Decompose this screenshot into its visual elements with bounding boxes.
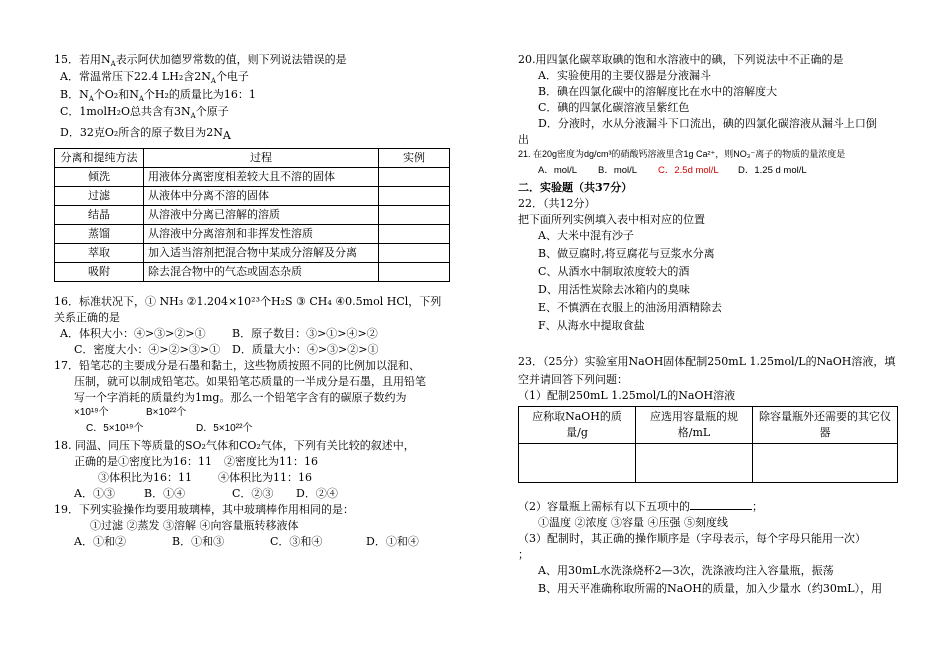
table-row xyxy=(55,206,450,225)
q19-line-2: ①过滤 ②蒸发 ③溶解 ④向容量瓶转移液体 xyxy=(90,519,299,533)
table-header-cell: 应称取NaOH的质量/g xyxy=(519,407,636,444)
q17-line-2: 压制，就可以制成铅笔芯。如果铅笔芯质量的一半成分是石墨，且用铅笔 xyxy=(74,375,426,389)
q22-item: A、大米中混有沙子 xyxy=(538,229,634,242)
table-header-cell: 应选用容量瓶的规格/mL xyxy=(636,407,753,444)
q18-option-d: D．②④ xyxy=(296,487,338,501)
q22-item: E、不慎洒在衣服上的油汤用酒精除去 xyxy=(538,301,723,314)
question-21 xyxy=(518,148,898,180)
q16-options-ab xyxy=(54,326,450,342)
table-row xyxy=(55,168,450,187)
q22-item: F、从海水中提取食盐 xyxy=(538,319,645,332)
table-cell-example[interactable] xyxy=(379,263,450,282)
q21-stem: 21. 在20g密度为dg/cm³的硝酸钙溶液里含1g Ca²⁺，则NO₃⁻离子的物质的量浓度是 xyxy=(518,149,846,159)
q22-item: B、做豆腐时,将豆腐花与豆浆水分离 xyxy=(538,247,715,260)
q18-statement-2: ②密度比为11：16 xyxy=(224,455,318,469)
question-23 xyxy=(518,354,898,597)
q15-option-d: D．32克O₂所含的原子数目为$2N_A$ xyxy=(60,126,231,143)
q17-option-b: B×10²²个 xyxy=(146,407,187,419)
table-cell: 从溶液中分离溶剂和非挥发性溶质 xyxy=(144,225,379,244)
table-header-cell: 分离和提纯方法 xyxy=(55,149,144,168)
q20-option-a: A．实验使用的主要仪器是分液漏斗 xyxy=(538,69,711,82)
q19-options xyxy=(54,534,450,550)
table-cell-example[interactable] xyxy=(379,168,450,187)
q18-statement-3: ③体积比为16：11 xyxy=(98,471,192,485)
table-header-row xyxy=(55,149,450,168)
table-header-cell: 除容量瓶外还需要的其它仪器 xyxy=(753,407,898,444)
question-20 xyxy=(518,52,898,148)
table-cell: 加入适当溶剂把混合物中某成分溶解及分离 xyxy=(144,244,379,263)
q19-option-c: C．③和④ xyxy=(270,535,323,549)
q21-option-b: B．mol/L xyxy=(598,165,638,176)
table-cell-example[interactable] xyxy=(379,206,450,225)
q18-statement-1: 正确的是①密度比为16：11 xyxy=(74,455,212,469)
q23-line-2: 空并请回答下列问题： xyxy=(518,373,628,386)
table-cell: 过滤 xyxy=(55,187,144,206)
q18-option-b: B．①④ xyxy=(144,487,186,501)
table-cell-example[interactable] xyxy=(379,187,450,206)
q21-option-a: A．mol/L xyxy=(538,165,578,176)
q22-stem: 22．（共12分） xyxy=(518,197,596,210)
q17-option-a: ×10¹⁹个 xyxy=(74,407,109,419)
table-cell: 从液体中分离不溶的固体 xyxy=(144,187,379,206)
q16-option-a: A．体积大小：④>③>②>① xyxy=(60,327,206,341)
question-22 xyxy=(518,196,898,336)
table-row xyxy=(55,225,450,244)
q22-instruction: 把下面所列实例填入表中相对应的位置 xyxy=(518,213,705,226)
table-cell: 用液体分离密度相差较大且不溶的固体 xyxy=(144,168,379,187)
q17-line-1: 17．铅笔芯的主要成分是石墨和黏土，这些物质按照不同的比例加以混和、 xyxy=(54,359,420,373)
answer-blank[interactable] xyxy=(690,497,752,510)
q17-options-cd xyxy=(54,422,450,438)
table-cell: 蒸馏 xyxy=(55,225,144,244)
q21-option-d: D．1.25 d mol/L xyxy=(738,165,807,176)
q23-part-3: （3）配制时，其正确的操作顺序是（字母表示，每个字母只能用一次） xyxy=(518,531,866,545)
q19-option-d: D．①和④ xyxy=(366,535,419,549)
q16-stem: 16．标准状况下，① NH₃ ②1.204×10²³个H₂S ③ CH₄ ④0.5mol HCl，下列 xyxy=(54,295,442,309)
q22-item: C、从酒水中制取浓度较大的酒 xyxy=(538,265,690,278)
q19-option-b: B．①和③ xyxy=(172,535,225,549)
table-cell: 吸附 xyxy=(55,263,144,282)
section-heading: 二．实验题（共37分） xyxy=(518,181,633,194)
solution-table xyxy=(518,406,898,483)
table-cell: 除去混合物中的气态或固态杂质 xyxy=(144,263,379,282)
q23-line-1: 23．（25分）实验室用NaOH固体配制250mL 1.25mol/L的NaOH溶液，填 xyxy=(518,355,896,368)
table-row xyxy=(519,444,898,483)
q23-part-1: （1）配制250mL 1.25mol/L的NaOH溶液 xyxy=(518,389,736,402)
answer-cell-volume[interactable] xyxy=(636,444,753,483)
q16-option-b: B．原子数目：③>①>④>② xyxy=(232,327,378,341)
q18-option-c: C．②③ xyxy=(232,487,274,501)
q15-option-b: B．$N_A$个O₂和$N_A$个H₂的质量比为16：1 xyxy=(60,87,256,103)
q16-stem-cont: 关系正确的是 xyxy=(54,311,120,325)
table-header-row xyxy=(519,407,898,444)
table-cell-example[interactable] xyxy=(379,244,450,263)
table-cell-example[interactable] xyxy=(379,225,450,244)
q23-part-3-end: ； xyxy=(518,547,529,561)
q19-line-1: 19．下列实验操作均要用玻璃棒，其中玻璃棒作用相同的是： xyxy=(54,503,354,517)
q18-option-a: A．①③ xyxy=(74,487,115,501)
q15-stem: 15．若用$N_A$表示阿伏加德罗常数的值，则下列说法错误的是 xyxy=(54,53,347,69)
right-column xyxy=(518,52,898,597)
q20-stem: 20.用四氯化碳萃取碘的饱和水溶液中的碘，下列说法中不正确的是 xyxy=(518,53,844,66)
q20-option-d-cont: 出 xyxy=(518,133,529,146)
table-row xyxy=(55,187,450,206)
question-18 xyxy=(54,438,450,502)
answer-cell-mass[interactable] xyxy=(519,444,636,483)
q17-line-3: 写一个字消耗的质量约为1mg。那么一个铅笔字含有的碳原子数约为 xyxy=(74,391,407,405)
separation-table xyxy=(54,148,450,282)
q20-option-b: B．碘在四氯化碳中的溶解度比在水中的溶解度大 xyxy=(538,85,778,98)
q18-line-3 xyxy=(54,470,450,486)
q20-option-c: C．碘的四氯化碳溶液呈紫红色 xyxy=(538,101,690,114)
q18-line-1: 18. 同温、同压下等质量的SO₂气体和CO₂气体，下列有关比较的叙述中， xyxy=(54,439,415,453)
table-cell: 结晶 xyxy=(55,206,144,225)
question-16 xyxy=(54,294,450,358)
q17-option-c: C．5×10¹⁹个 xyxy=(86,423,144,435)
question-19 xyxy=(54,502,450,550)
table-cell: 萃取 xyxy=(55,244,144,263)
table-header-cell: 实例 xyxy=(379,149,450,168)
q23-step-a: A、用30mL水洗涤烧杯2—3次，洗涤液均注入容量瓶，振荡 xyxy=(538,563,834,577)
q18-statement-4: ④体积比为11：16 xyxy=(218,471,312,485)
left-column xyxy=(54,52,450,550)
q21-option-c: C．2.5d mol/L xyxy=(658,165,719,176)
q16-option-c: C．密度大小：④>②>③>① xyxy=(74,343,221,357)
q19-option-a: A．①和② xyxy=(74,535,126,549)
table-row xyxy=(55,244,450,263)
table-cell: 从溶液中分离已溶解的溶质 xyxy=(144,206,379,225)
table-header-cell: 过程 xyxy=(144,149,379,168)
q23-part-2: （2）容量瓶上需标有以下五项中的 ； xyxy=(518,497,898,515)
answer-cell-instruments[interactable] xyxy=(753,444,898,483)
q18-options xyxy=(54,486,450,502)
q17-options-ab xyxy=(54,406,450,422)
q15-option-c: C．1molH₂O总共含有$3N_A$个原子 xyxy=(60,104,229,121)
q23-step-b: B、用天平准确称取所需的NaOH的质量，加入少量水（约30mL），用 xyxy=(538,581,883,595)
question-17 xyxy=(54,358,450,438)
q18-line-2 xyxy=(54,454,450,470)
q16-option-d: D．质量大小：④>③>②>① xyxy=(232,343,379,357)
table-row xyxy=(55,263,450,282)
q17-option-d: D．5×10²²个 xyxy=(196,423,253,435)
question-15 xyxy=(54,52,450,144)
q15-option-a: A．常温常压下22.4 LH₂含$2N_A$个电子 xyxy=(60,70,249,86)
q16-options-cd xyxy=(54,342,450,358)
q21-options xyxy=(518,164,898,180)
q22-item: D、用活性炭除去冰箱内的臭味 xyxy=(538,283,690,296)
q23-part-2-items: ①温度 ②浓度 ③容量 ④压强 ⑤刻度线 xyxy=(538,515,728,529)
table-cell: 倾洗 xyxy=(55,168,144,187)
q20-option-d: D．分液时，水从分液漏斗下口流出，碘的四氯化碳溶液从漏斗上口倒 xyxy=(538,117,877,130)
